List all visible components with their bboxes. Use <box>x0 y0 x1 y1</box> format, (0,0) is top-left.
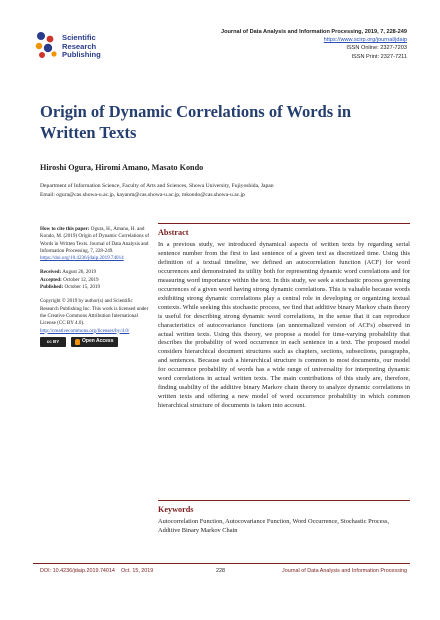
cc-by-badge[interactable]: cc BY <box>40 337 66 347</box>
issn-online: ISSN Online: 2327-7203 <box>346 45 407 52</box>
cite-text: Ogura, H., Amano, H. and Kondo, M. (2019) Origin of Dynamic Correlations of Words in Written Texts. Journal of Data Analysis and Information Processing, 7, 228-249. <box>40 226 150 254</box>
keywords-text: Autocorrelation Function, Autocovariance Function, Word Occurrence, Stochastic Process, Additive Binary Markov Chain <box>158 518 390 534</box>
accepted-date: October 12, 2019 <box>63 276 99 283</box>
email: Email: ogura@cas.showa-u.ac.jp, kayanm@cas.showa-u.ac.jp, mkondo@cas.showa-u.ac.jp <box>40 191 245 198</box>
footer-journal: Journal of Data Analysis and Information Processing <box>282 568 407 574</box>
license-link[interactable]: http://creativecommons.org/licenses/by/4.0/ <box>40 327 130 334</box>
dates-block <box>40 269 152 291</box>
open-access-badge <box>71 337 118 347</box>
copyright-block <box>40 298 152 346</box>
publisher-logo <box>33 28 113 66</box>
paper-authors: Hiroshi Ogura, Hiromi Amano, Masato Kondo <box>40 163 204 172</box>
keywords-section <box>158 500 410 536</box>
footer-divider <box>33 563 410 564</box>
affiliation-block <box>40 182 410 199</box>
abstract-text: In a previous study, we introduced dynamical aspects of written texts by regarding serial sentence number from the first to last sentence of a given text as discretized time. Using this definition of a textual timeline, we defined an autocorrelation function (ACF) for word occurrences and demonstrated its utility both for representing dynamic word correlations and for measuring word importance within the text. In this study, we seek a stochastic process governing occurrences of a given word having strong dynamic correlations. This is valuable because words exhibiting strong dynamic correlations play a central role in developing or organizing textual contexts. While seeking this stochastic process, we find that additive binary Markov chain theory is useful for describing strong dynamic word correlations, in the sense that it can reproduce characteristics of autocovariance functions (an unnormalized version of ACFs) observed in actual written texts. Using this theory, we propose a model for time-varying probability that describes the probability of word occurrence in each sentence in a text. The proposed model considers hierarchical document structures such as chapters, sections, subsections, paragraphs, and sentences. Because such a hierarchical structure is common to most documents, our model for occurrence probability of words has a wide range of universality for interpreting dynamic word correlations in actual written texts. The main contributions of this study are, therefore, finding usability of the additive binary Markov chain theory to analyze dynamic correlations in written texts and offering a new model of word occurrence probability in which common hierarchical structure of documents is taken into account. <box>158 241 410 410</box>
open-access-lock-icon <box>75 339 80 345</box>
publisher-name-line: Publishing <box>62 50 101 60</box>
received-label: Received: <box>40 269 62 276</box>
footer-doi-date <box>40 568 153 574</box>
footer-date: Oct. 15, 2019 <box>120 568 154 574</box>
received-row <box>40 269 152 276</box>
keywords-heading: Keywords <box>158 505 194 514</box>
issn-print: ISSN Print: 2327-7211 <box>351 53 407 60</box>
journal-reference: Journal of Data Analysis and Information Processing, 2019, 7, 228-249 <box>220 29 407 35</box>
cite-label: How to cite this paper: <box>40 226 90 232</box>
license-badges <box>40 337 152 347</box>
journal-url-link[interactable]: https://www.scirp.org/journal/jdaip <box>323 37 407 44</box>
paper-title: Origin of Dynamic Correlations of Words in Written Texts <box>40 102 352 142</box>
accepted-row <box>40 277 152 284</box>
abstract-section <box>158 223 410 411</box>
footer-doi: DOI: 10.4236/jdaip.2019.74014 <box>40 568 115 574</box>
publisher-name <box>62 34 101 60</box>
journal-header <box>177 28 407 61</box>
published-row <box>40 284 152 291</box>
published-label: Published: <box>40 284 64 291</box>
citation-block <box>40 226 152 262</box>
abstract-heading: Abstract <box>158 228 189 237</box>
publisher-name-line: Scientific <box>62 33 96 42</box>
page-number: 228 <box>216 568 225 574</box>
accepted-label: Accepted: <box>40 276 62 283</box>
published-date: October 15, 2019 <box>64 284 101 291</box>
copyright-text: Copyright © 2019 by author(s) and Scientific Research Publishing Inc. This work is licensed under the Creative Commons Attribution International License (CC BY 4.0). <box>40 298 149 327</box>
article-info-sidebar <box>40 226 152 354</box>
open-access-label: Open Access <box>82 338 114 345</box>
publisher-name-line: Research <box>62 41 97 51</box>
doi-link[interactable]: https://doi.org/10.4236/jdaip.2019.74014 <box>40 255 124 262</box>
received-date: August 26, 2019 <box>62 269 97 276</box>
scirp-logo-icon <box>33 30 59 60</box>
affiliation: Department of Information Science, Faculty of Arts and Sciences, Showa University, Fujiyoshida, Japan <box>40 183 274 189</box>
